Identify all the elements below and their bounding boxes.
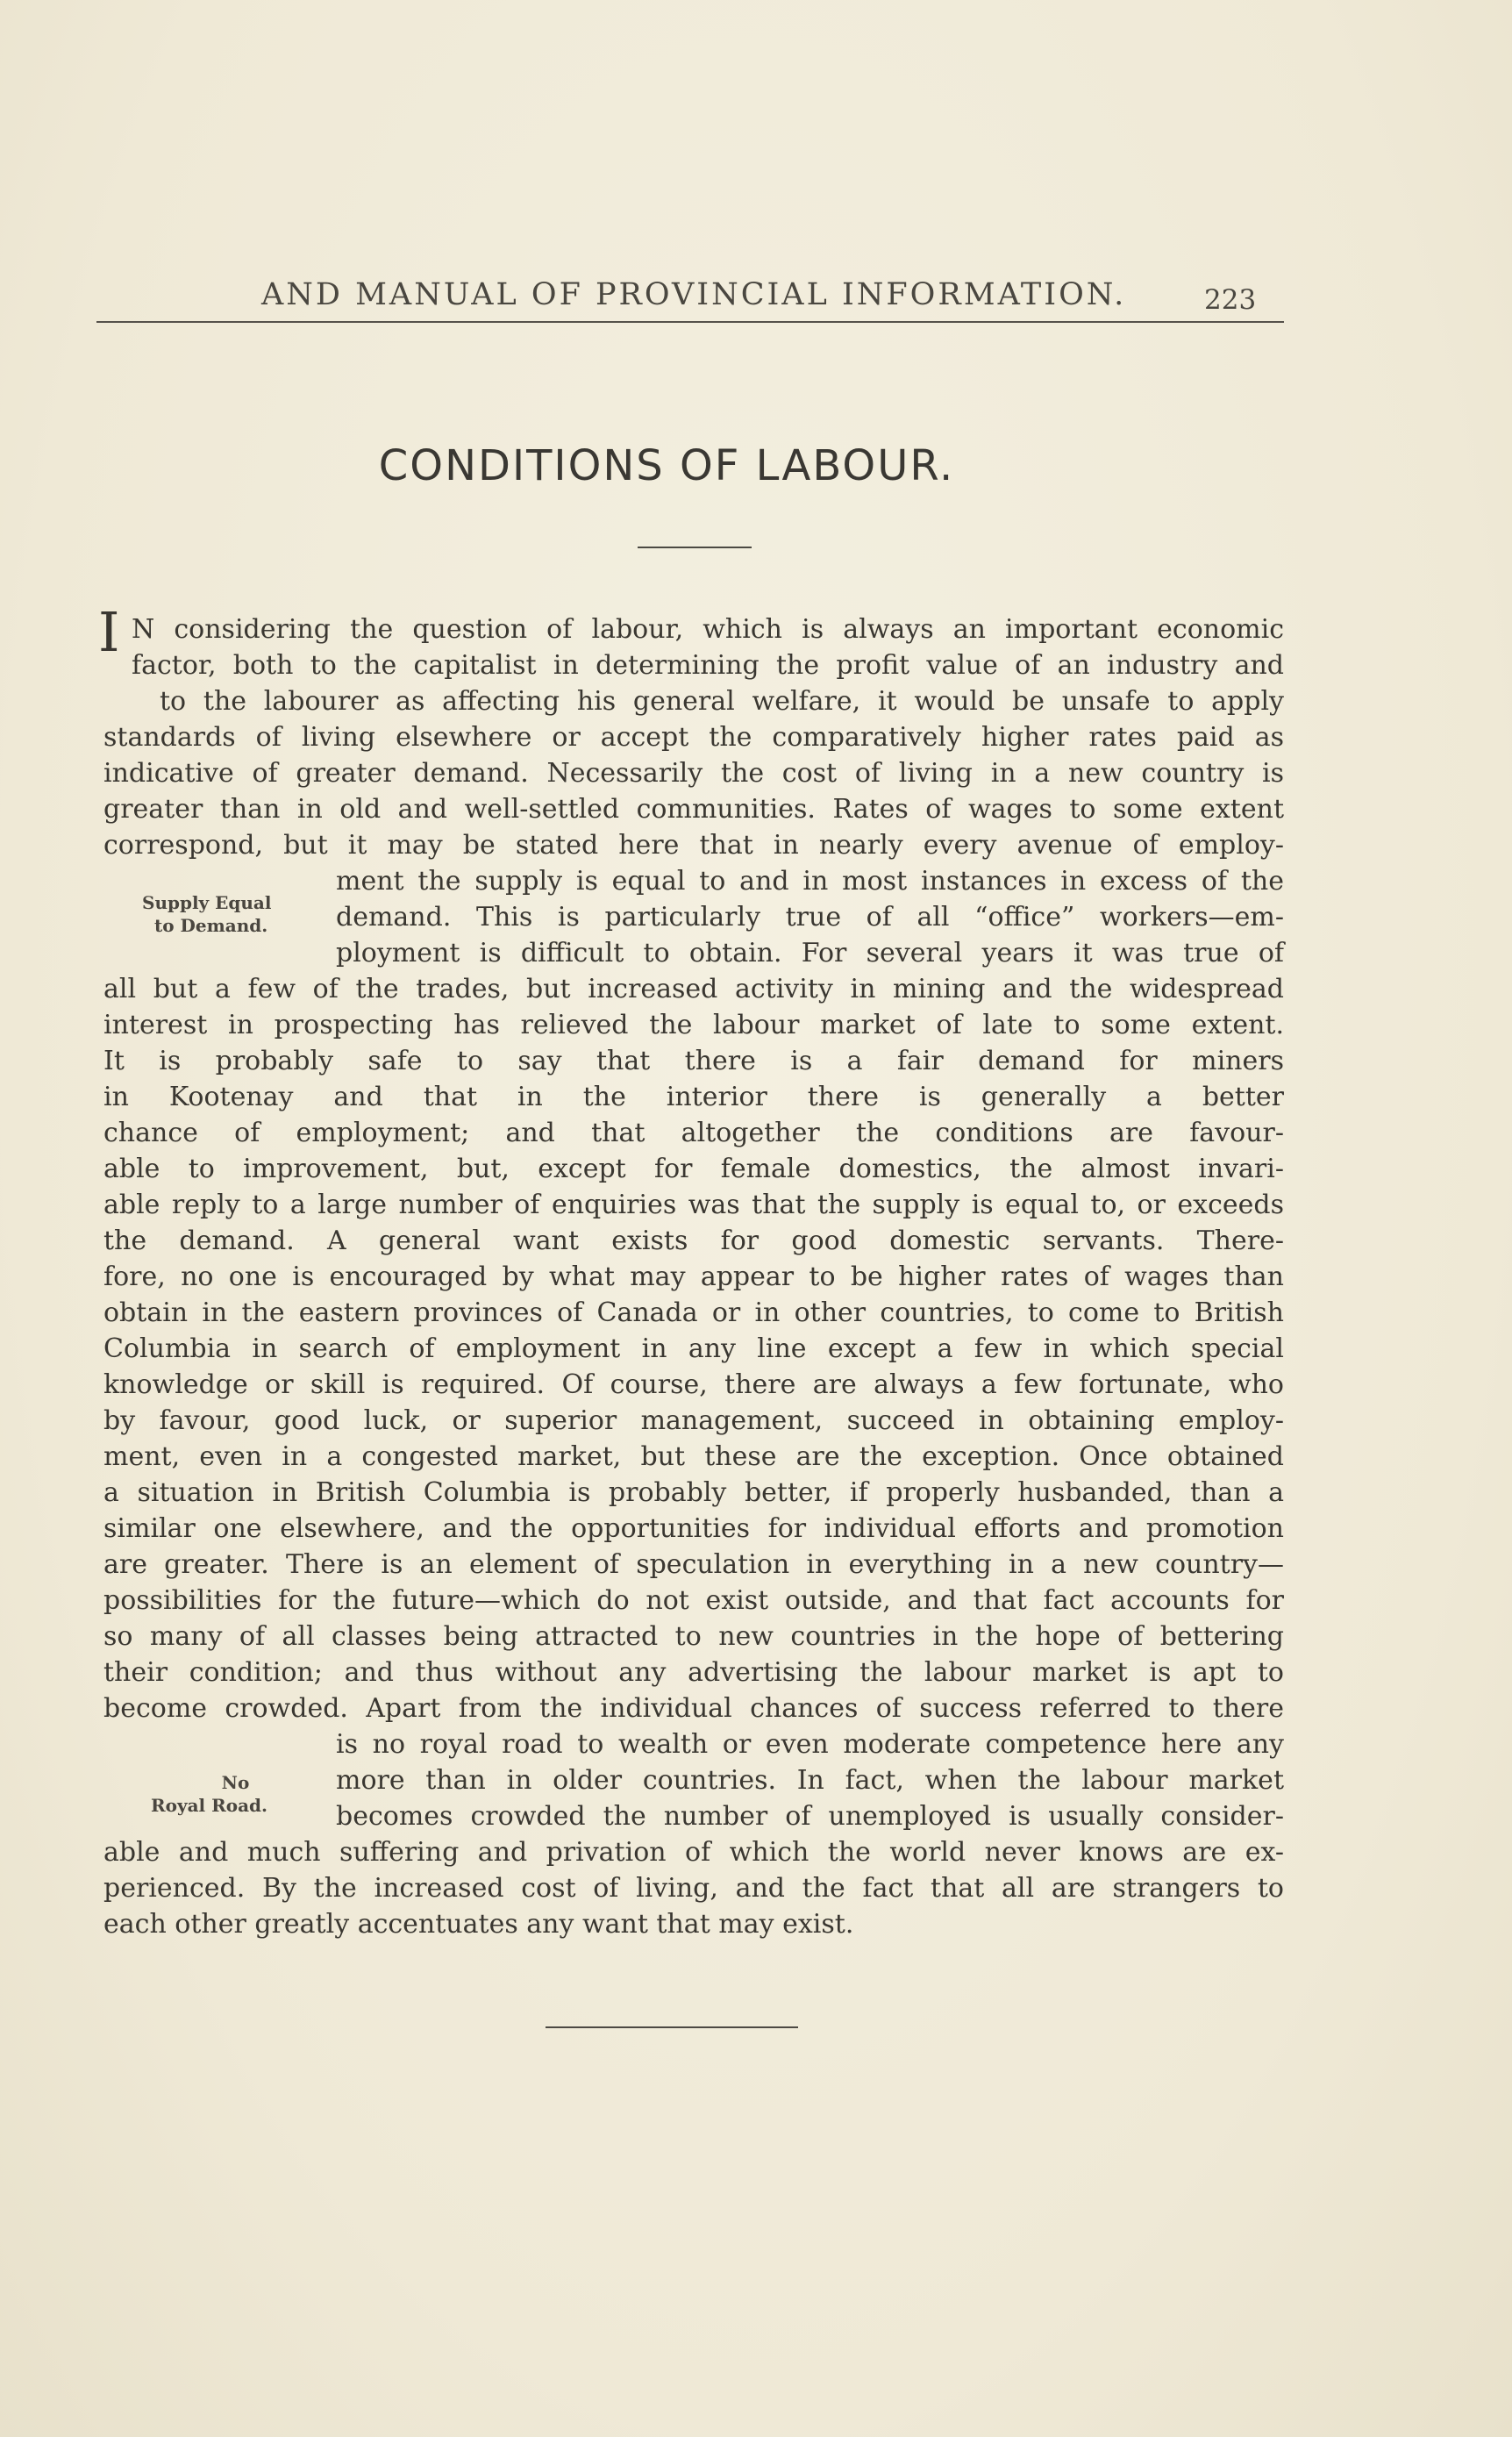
body-line: standards of living elsewhere or accept the comparatively higher rates paid as — [103, 722, 1284, 753]
body-line: ployment is difficult to obtain. For several years it was true of — [336, 938, 1284, 968]
body-line: interest in prospecting has relieved the labour market of late to some extent. — [103, 1010, 1284, 1040]
body-line: in Kootenay and that in the interior there is generally a better — [103, 1082, 1284, 1112]
title-rule — [638, 547, 752, 548]
body-line: is no royal road to wealth or even moderate competence here any — [336, 1729, 1284, 1760]
end-rule — [546, 2026, 798, 2028]
body-line: possibilities for the future—which do not exist outside, and that fact accounts for — [103, 1585, 1284, 1616]
body-line: so many of all classes being attracted to new countries in the hope of bettering — [103, 1621, 1284, 1652]
body-line: able and much suffering and privation of which the world never knows are ex- — [103, 1837, 1284, 1868]
drop-cap: I — [98, 600, 120, 664]
body-line: chance of employment; and that altogether the conditions are favour- — [103, 1118, 1284, 1148]
body-line: ment, even in a congested market, but these are the exception. Once obtained — [103, 1441, 1284, 1472]
body-line: a situation in British Columbia is probably better, if properly husbanded, than a — [103, 1477, 1284, 1508]
body-line: Columbia in search of employment in any line except a few in which special — [103, 1333, 1284, 1364]
body-line: the demand. A general want exists for good domestic servants. There- — [103, 1226, 1284, 1256]
sidenote-line: No — [221, 1772, 250, 1793]
body-line: N considering the question of labour, which is always an important economic — [132, 614, 1284, 645]
sidenote-line: Supply Equal — [142, 892, 272, 913]
body-line: demand. This is particularly true of all “office” workers—em- — [336, 902, 1284, 933]
body-line: their condition; and thus without any advertising the labour market is apt to — [103, 1657, 1284, 1688]
body-line: correspond, but it may be stated here that in nearly every avenue of employ- — [103, 830, 1284, 861]
body-line: factor, both to the capitalist in determining the profit value of an industry and — [132, 650, 1284, 681]
body-line: to the labourer as affecting his general welfare, it would be unsafe to apply — [160, 686, 1284, 717]
body-line: are greater. There is an element of speculation in everything in a new country— — [103, 1549, 1284, 1580]
body-line: ment the supply is equal to and in most instances in excess of the — [336, 866, 1284, 897]
body-line: able reply to a large number of enquiries was that the supply is equal to, or exceeds — [103, 1190, 1284, 1220]
body-line: knowledge or skill is required. Of course, there are always a few fortunate, who — [103, 1369, 1284, 1400]
body-line: obtain in the eastern provinces of Canada or in other countries, to come to British — [103, 1297, 1284, 1328]
body-line: able to improvement, but, except for female domestics, the almost invari- — [103, 1154, 1284, 1184]
sidenote-line: Royal Road. — [151, 1795, 267, 1816]
body-line: indicative of greater demand. Necessarily the cost of living in a new country is — [103, 758, 1284, 789]
sidenote-line: to Demand. — [154, 915, 268, 936]
body-line: greater than in old and well-settled communities. Rates of wages to some extent — [103, 794, 1284, 825]
sidenote-supply-equal — [142, 891, 271, 937]
body-line: each other greatly accentuates any want that may exist. — [103, 1909, 854, 1940]
header-rule — [96, 321, 1284, 323]
body-line: become crowded. Apart from the individual chances of success referred to there — [103, 1693, 1284, 1724]
body-line: by favour, good luck, or superior management, succeed in obtaining employ- — [103, 1405, 1284, 1436]
body-line: similar one elsewhere, and the opportunities for individual efforts and promotion — [103, 1513, 1284, 1544]
sidenote-no-royal-road — [151, 1771, 267, 1817]
chapter-title: CONDITIONS OF LABOUR. — [378, 441, 955, 490]
running-head: AND MANUAL OF PROVINCIAL INFORMATION. — [261, 277, 1127, 312]
body-line: It is probably safe to say that there is a fair demand for miners — [103, 1046, 1284, 1076]
page-number: 223 — [1204, 284, 1257, 316]
body-line: becomes crowded the number of unemployed is usually consider- — [336, 1801, 1284, 1832]
body-line: perienced. By the increased cost of living, and the fact that all are strangers to — [103, 1873, 1284, 1904]
body-line: more than in older countries. In fact, when the labour market — [336, 1765, 1284, 1796]
body-line: all but a few of the trades, but increased activity in mining and the widespread — [103, 974, 1284, 1004]
body-line: fore, no one is encouraged by what may appear to be higher rates of wages than — [103, 1261, 1284, 1292]
